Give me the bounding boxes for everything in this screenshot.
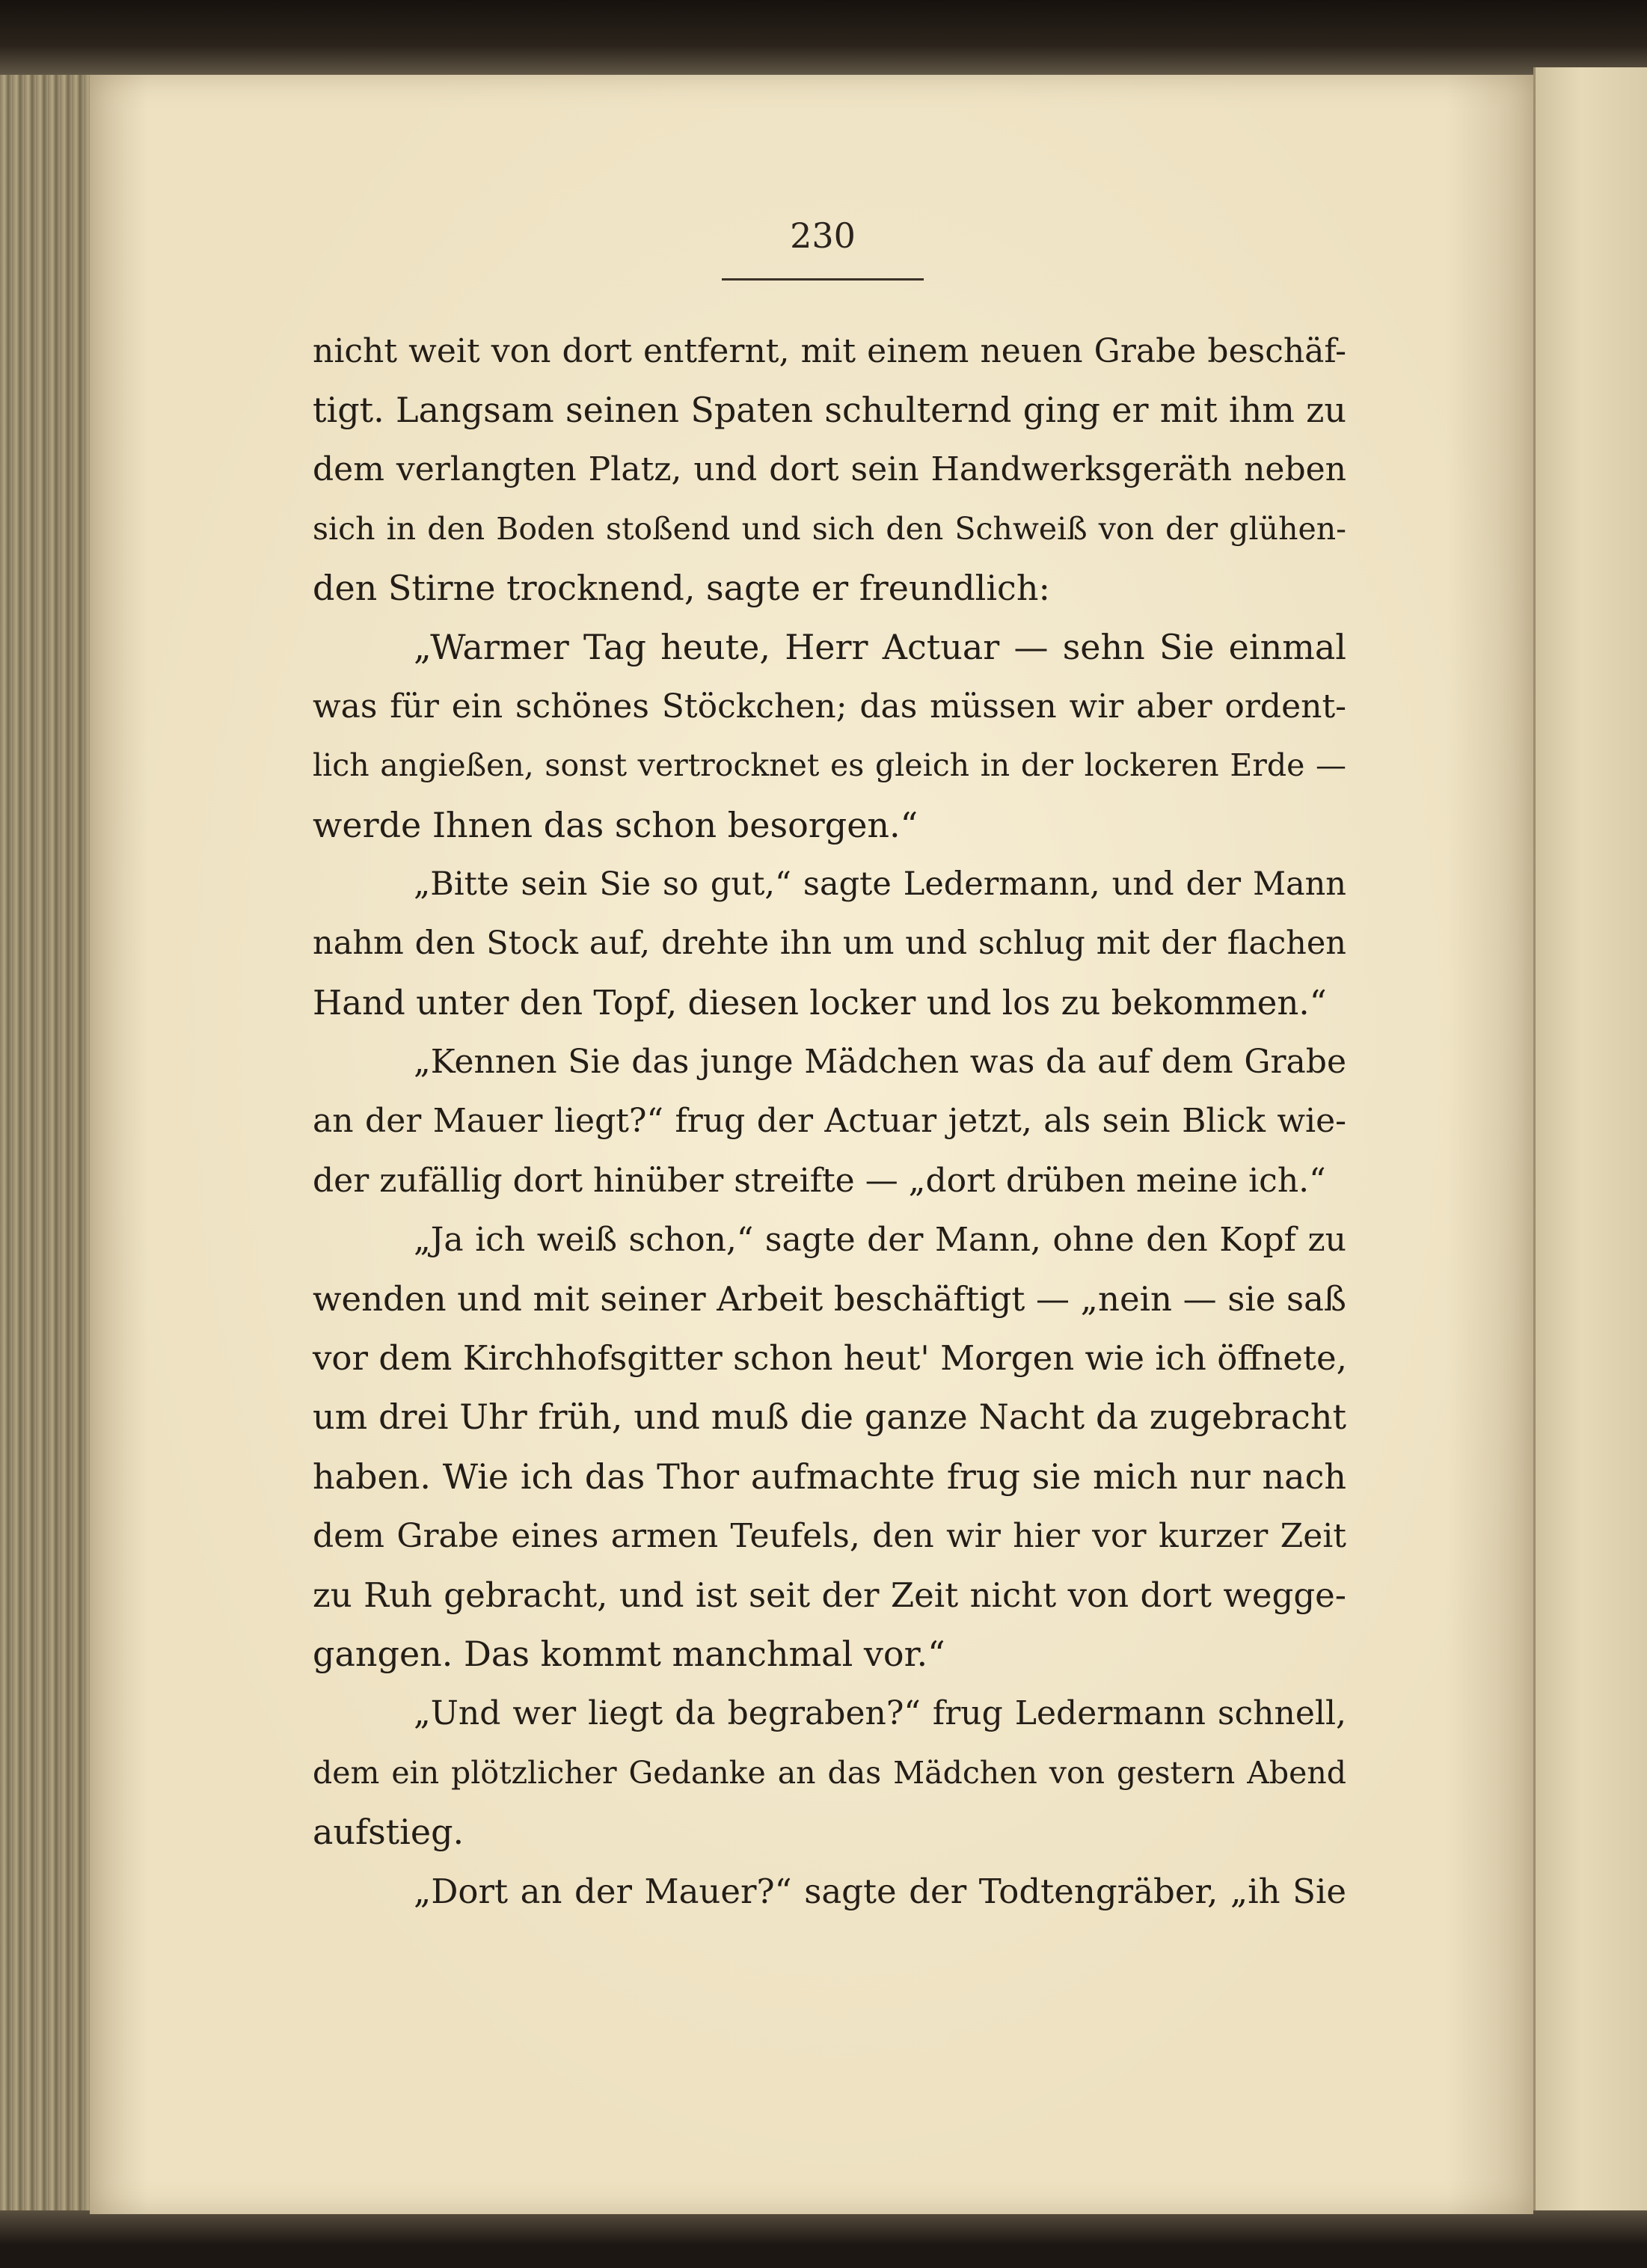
text-line: was für ein schönes Stöckchen; das müssen wir aber ordent- [313,687,1346,726]
header-rule [722,278,924,281]
text-line: nicht weit von dort entfernt, mit einem neuen Grabe beschäf- [313,332,1346,370]
next-page-edge [1533,67,1647,2214]
book-page-edges-left [0,75,105,2229]
text-line: zu Ruh gebracht, und ist seit der Zeit nicht von dort wegge- [313,1575,1346,1615]
text-line: „Dort an der Mauer?“ sagte der Todtengräber, „ih Sie [414,1871,1346,1911]
text-line: den Stirne trocknend, sagte er freundlich: [313,567,1050,608]
text-line: um drei Uhr früh, und muß die ganze Nacht da zugebracht [313,1397,1346,1438]
text-line: haben. Wie ich das Thor aufmachte frug sie mich nur nach [313,1456,1346,1497]
text-line: vor dem Kirchhofsgitter schon heut' Morgen wie ich öffnete, [313,1338,1347,1379]
text-line: sich in den Boden stoßend und sich den Schweiß von der glühen- [313,510,1346,547]
text-line: der zufällig dort hinüber streifte — „dort drüben meine ich.“ [313,1161,1326,1200]
text-line: „Ja ich weiß schon,“ sagte der Mann, ohne den Kopf zu [414,1220,1346,1259]
text-line: „Und wer liegt da begraben?“ frug Ledermann schnell, [414,1694,1346,1733]
book-top-shadow [0,0,1647,82]
body-text [313,322,1346,1921]
text-line: dem Grabe eines armen Teufels, den wir hier vor kurzer Zeit [313,1516,1346,1555]
page-number: 230 [790,215,856,256]
text-line: Hand unter den Topf, diesen locker und los zu bekommen.“ [313,983,1327,1023]
text-line: gangen. Das kommt manchmal vor.“ [313,1634,945,1675]
text-line: werde Ihnen das schon besorgen.“ [313,804,918,845]
text-line: „Bitte sein Sie so gut,“ sagte Ledermann, und der Mann [414,865,1346,903]
text-line: aufstieg. [313,1811,464,1852]
text-line: „Kennen Sie das junge Mädchen was da auf dem Grabe [414,1043,1346,1082]
text-line: wenden und mit seiner Arbeit beschäftigt — „nein — sie saß [313,1279,1346,1319]
text-line: nahm den Stock auf, drehte ihn um und schlug mit der flachen [313,924,1346,962]
text-line: dem ein plötzlicher Gedanke an das Mädchen von gestern Abend [313,1754,1346,1791]
text-line: tigt. Langsam seinen Spaten schulternd ging er mit ihm zu [313,390,1346,431]
book-bottom-edge [0,2210,1647,2268]
text-line: lich angießen, sonst vertrocknet es gleich in der lockeren Erde — [313,747,1346,784]
text-line: „Warmer Tag heute, Herr Actuar — sehn Sie einmal [414,626,1346,667]
text-line: an der Mauer liegt?“ frug der Actuar jetzt, als sein Blick wie- [313,1102,1346,1141]
text-line: dem verlangten Platz, und dort sein Handwerksgeräth neben [313,450,1346,489]
